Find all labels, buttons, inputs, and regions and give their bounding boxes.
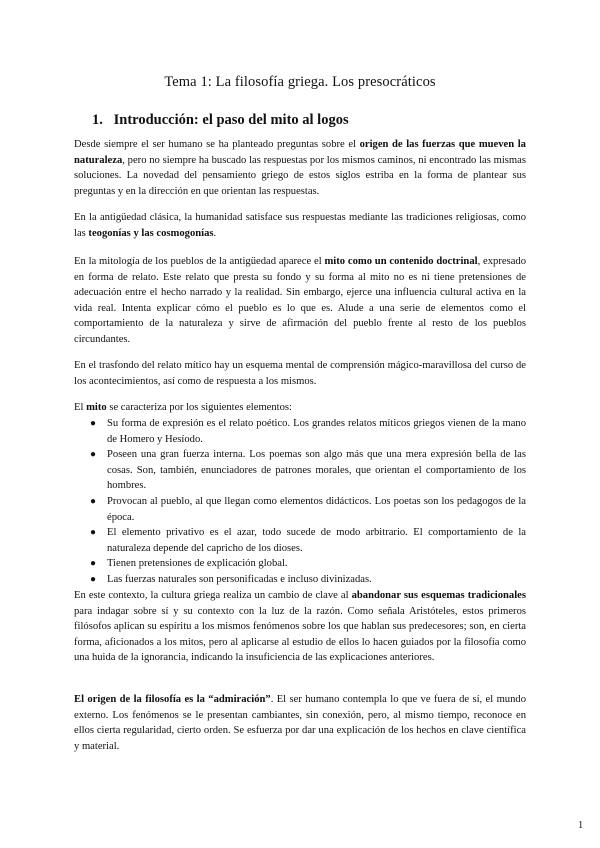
bullet-icon: ● [90,418,97,429]
myth-elements-list [74,416,526,588]
paragraph-text: se caracteriza por los siguientes elementos: [106,402,292,413]
bold-text: mito [86,402,107,413]
bold-text: origen de las fuerzas que mueven la naturaleza [74,139,526,166]
bold-text: El origen de la filosofía es la “admiración” [74,694,271,705]
paragraph-text: . El ser humano contempla lo que ve fuera de sí, el mundo externo. Los fenómenos se le presentan cambiantes, sin conexión, pero, al mismo tiempo, reconoce en ellos cierta regularidad, cierto orden. Se esfuerza por dar una explicación de los hechos en clave científica y material. [74,694,526,752]
paragraph-text: En la antigüedad clásica, la humanidad satisface sus respuestas mediante las tradiciones religiosas, como las [74,212,526,239]
page-number: 1 [578,820,584,831]
paragraph-admiration [74,692,526,754]
paragraph-antiquity [74,210,526,241]
document-title: Tema 1: La filosofía griega. Los presocráticos [164,74,436,90]
list-item-text: Poseen una gran fuerza interna. Los poemas son algo más que una mera expresión bella de las cosas. Son, también, enunciadores de patrones morales, que orientan el comportamiento de los hombres. [107,449,526,492]
paragraph-origin [74,137,526,199]
list-item [74,556,526,572]
list-item-text: El elemento privativo es el azar, todo sucede de modo arbitrario. El comportamiento de la naturaleza depende del capricho de los dioses. [107,527,526,554]
list-item-text: Las fuerzas naturales son personificadas e incluso divinizadas. [107,573,372,585]
paragraph-text: , pero no siempre ha buscado las respuestas por los mismos caminos, ni encontrado las mismas soluciones. La novedad del pensamiento griego de estos siglos estriba en la forma de plantear sus preguntas y en la dirección en que orientan las respuestas. [74,154,526,197]
paragraph-text: Desde siempre el ser humano se ha planteado preguntas sobre el [74,139,360,150]
paragraph-background: En el trasfondo del relato mítico hay un esquema mental de comprensión mágico-maravillosa del curso de los acontecimientos, así como de respuesta a los mismos. [74,360,526,387]
bullet-icon: ● [90,449,97,461]
list-item-text: Tienen pretensiones de explicación global. [107,558,288,570]
section-heading [92,112,349,129]
list-item-text: Provocan al pueblo, al que llegan como elementos didácticos. Los poetas son los pedagogos de la época. [107,495,526,523]
paragraph-text: para indagar sobre sí y su contexto con la luz de la razón. Como señala Aristóteles, estos primeros filósofos aplican su espíritu a los mismos fenómenos sobre los que hablan sus predecesores; son, en cierta forma, aficionados a los mitos, pero al aplicarse al estudio de ellos lo hacen guiados por la filosofía como una huida de la ignorancia, indicando la insuficiencia de las explicaciones anteriores. [74,605,526,664]
bullet-icon: ● [90,573,97,585]
paragraph-text: El [74,402,87,413]
list-item-text: Su forma de expresión es el relato poético. Los grandes relatos míticos griegos vienen de la mano de Homero y Hesíodo. [107,418,526,445]
section-number: 1. [92,112,103,128]
paragraph-text: . [213,227,217,239]
paragraph-text: En este contexto, la cultura griega realiza un cambio de clave al [74,590,352,601]
section-heading-text: Introducción: el paso del mito al logos [113,112,349,128]
list-item [74,494,526,525]
paragraph-myth-intro [74,400,526,416]
paragraph-mythology [74,254,526,348]
bold-text: abandonar sus esquemas tradicionales [351,590,526,601]
list-item [74,447,526,494]
paragraph-text: , expresado en forma de relato. Este relato que presta su fondo y su forma al mito no es ni tiene pretensiones de adecuación entre el hecho narrado y la realidad. Sin embargo, ejerce una influencia cultural activa en la vida real. Intenta explicar cómo el pueblo es lo que es. Alude a una serie de elementos como el comportamiento de la naturaleza y sirve de afirmación del pueblo frente al resto de los pueblos circundantes. [74,256,526,345]
bullet-icon: ● [90,527,97,539]
bold-text: teogonías y las cosmogonías [88,227,214,239]
bullet-icon: ● [90,495,97,507]
list-item [74,525,526,556]
bullet-icon: ● [90,558,97,570]
paragraph-context [74,588,526,666]
list-item [74,572,526,588]
bold-text: mito como un contenido doctrinal [324,256,478,267]
paragraph-text: En la mitología de los pueblos de la antigüedad aparece el [74,256,325,267]
list-item [74,416,526,447]
